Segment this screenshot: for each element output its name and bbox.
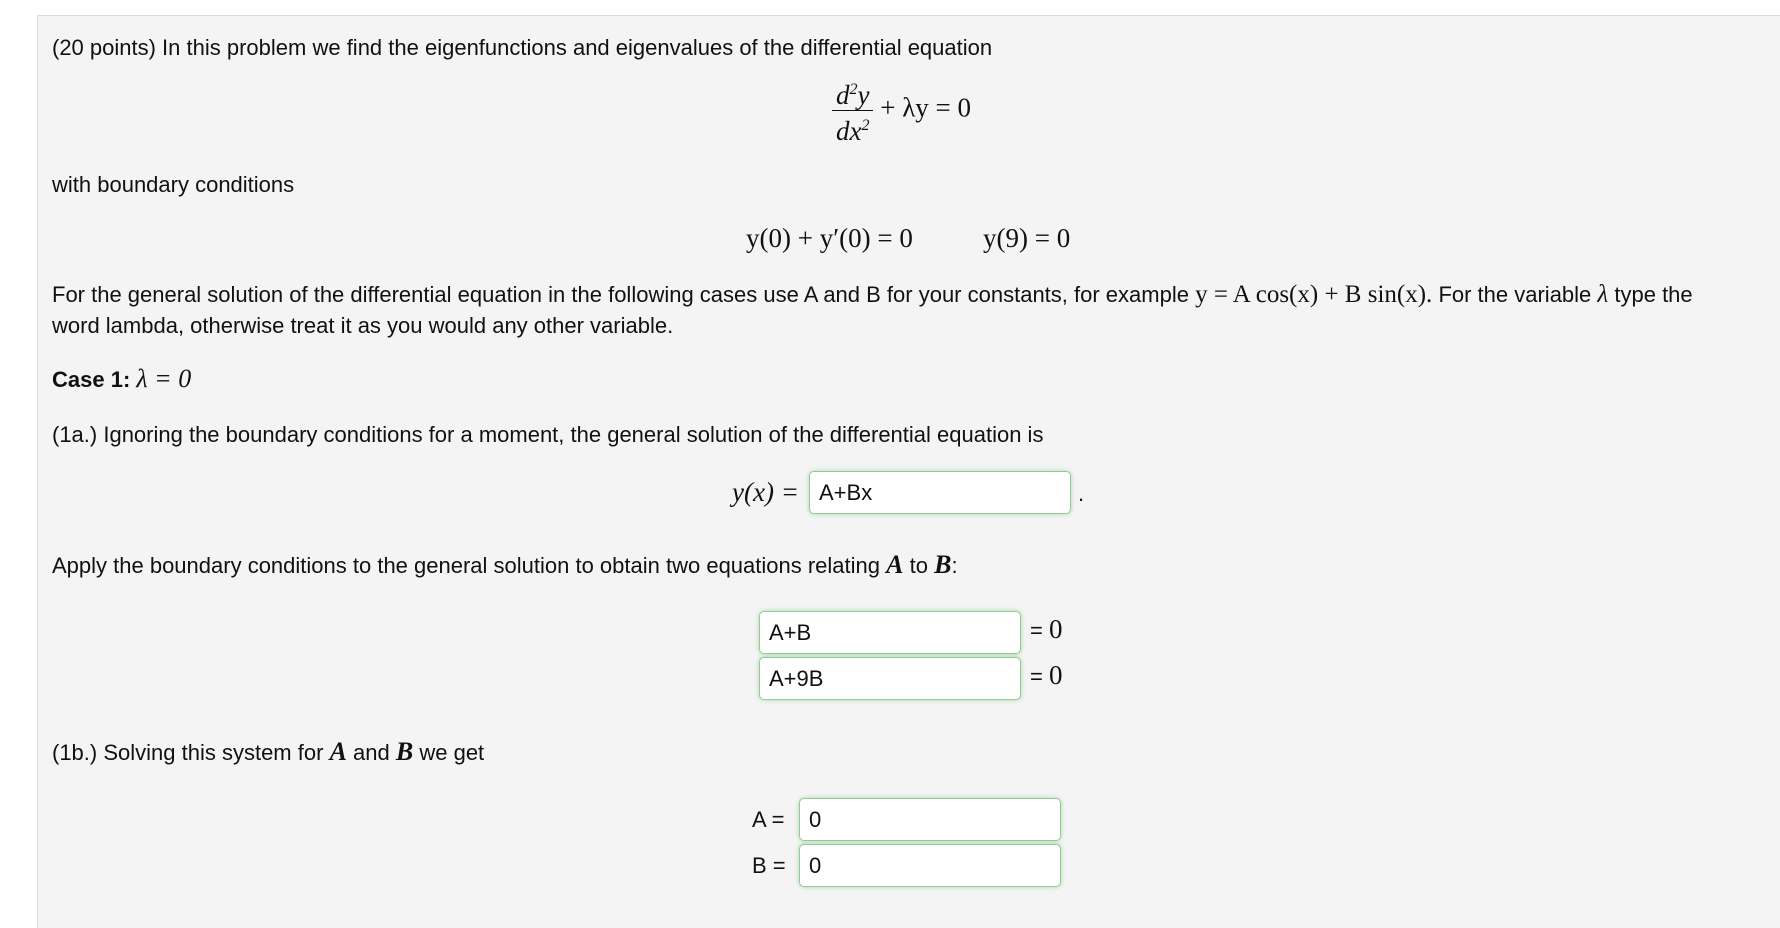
A-label: A = xyxy=(752,807,785,832)
ode-equation: $\frac{d^2y}{dx^2}$ + λy = 0 xyxy=(832,75,971,146)
problem-panel xyxy=(37,15,1780,928)
apply-bc-text: Apply the boundary conditions to the general solution to obtain two equations relating A to B: xyxy=(52,550,958,579)
problem-intro: (20 points) In this problem we find the eigenfunctions and eigenvalues of the differential equation xyxy=(52,35,993,60)
bc-equation-1-input[interactable] xyxy=(759,611,1021,654)
boundary-condition-2: y(9) = 0 xyxy=(983,223,1071,253)
instructions-line-2: word lambda, otherwise treat it as you would any other variable. xyxy=(52,313,674,338)
bc-equation-2-input[interactable] xyxy=(759,657,1021,700)
part-1a-text: (1a.) Ignoring the boundary conditions for a moment, the general solution of the differential equation is xyxy=(52,422,1044,447)
bc-equation-1-rhs: = 0 xyxy=(1030,614,1063,644)
yx-label: y(x) = xyxy=(732,477,799,507)
bc-equation-2-rhs: = 0 xyxy=(1030,660,1063,690)
B-label: B = xyxy=(752,853,786,878)
instructions-line-1: For the general solution of the differential equation in the following cases use A and B for your constants, for example y = A cos(x) + B sin(x). For the variable λ type the xyxy=(52,281,1693,308)
boundary-condition-1: y(0) + y′(0) = 0 xyxy=(746,223,913,253)
B-value-input[interactable] xyxy=(799,844,1061,887)
case-1-heading: Case 1: λ = 0 xyxy=(52,364,192,393)
general-solution-input[interactable] xyxy=(809,471,1071,514)
period: . xyxy=(1078,481,1085,506)
example-equation: y = A cos(x) + B sin(x). xyxy=(1195,281,1433,308)
part-1b-text: (1b.) Solving this system for A and B we get xyxy=(52,737,485,766)
bc-label: with boundary conditions xyxy=(52,172,295,197)
A-value-input[interactable] xyxy=(799,798,1061,841)
